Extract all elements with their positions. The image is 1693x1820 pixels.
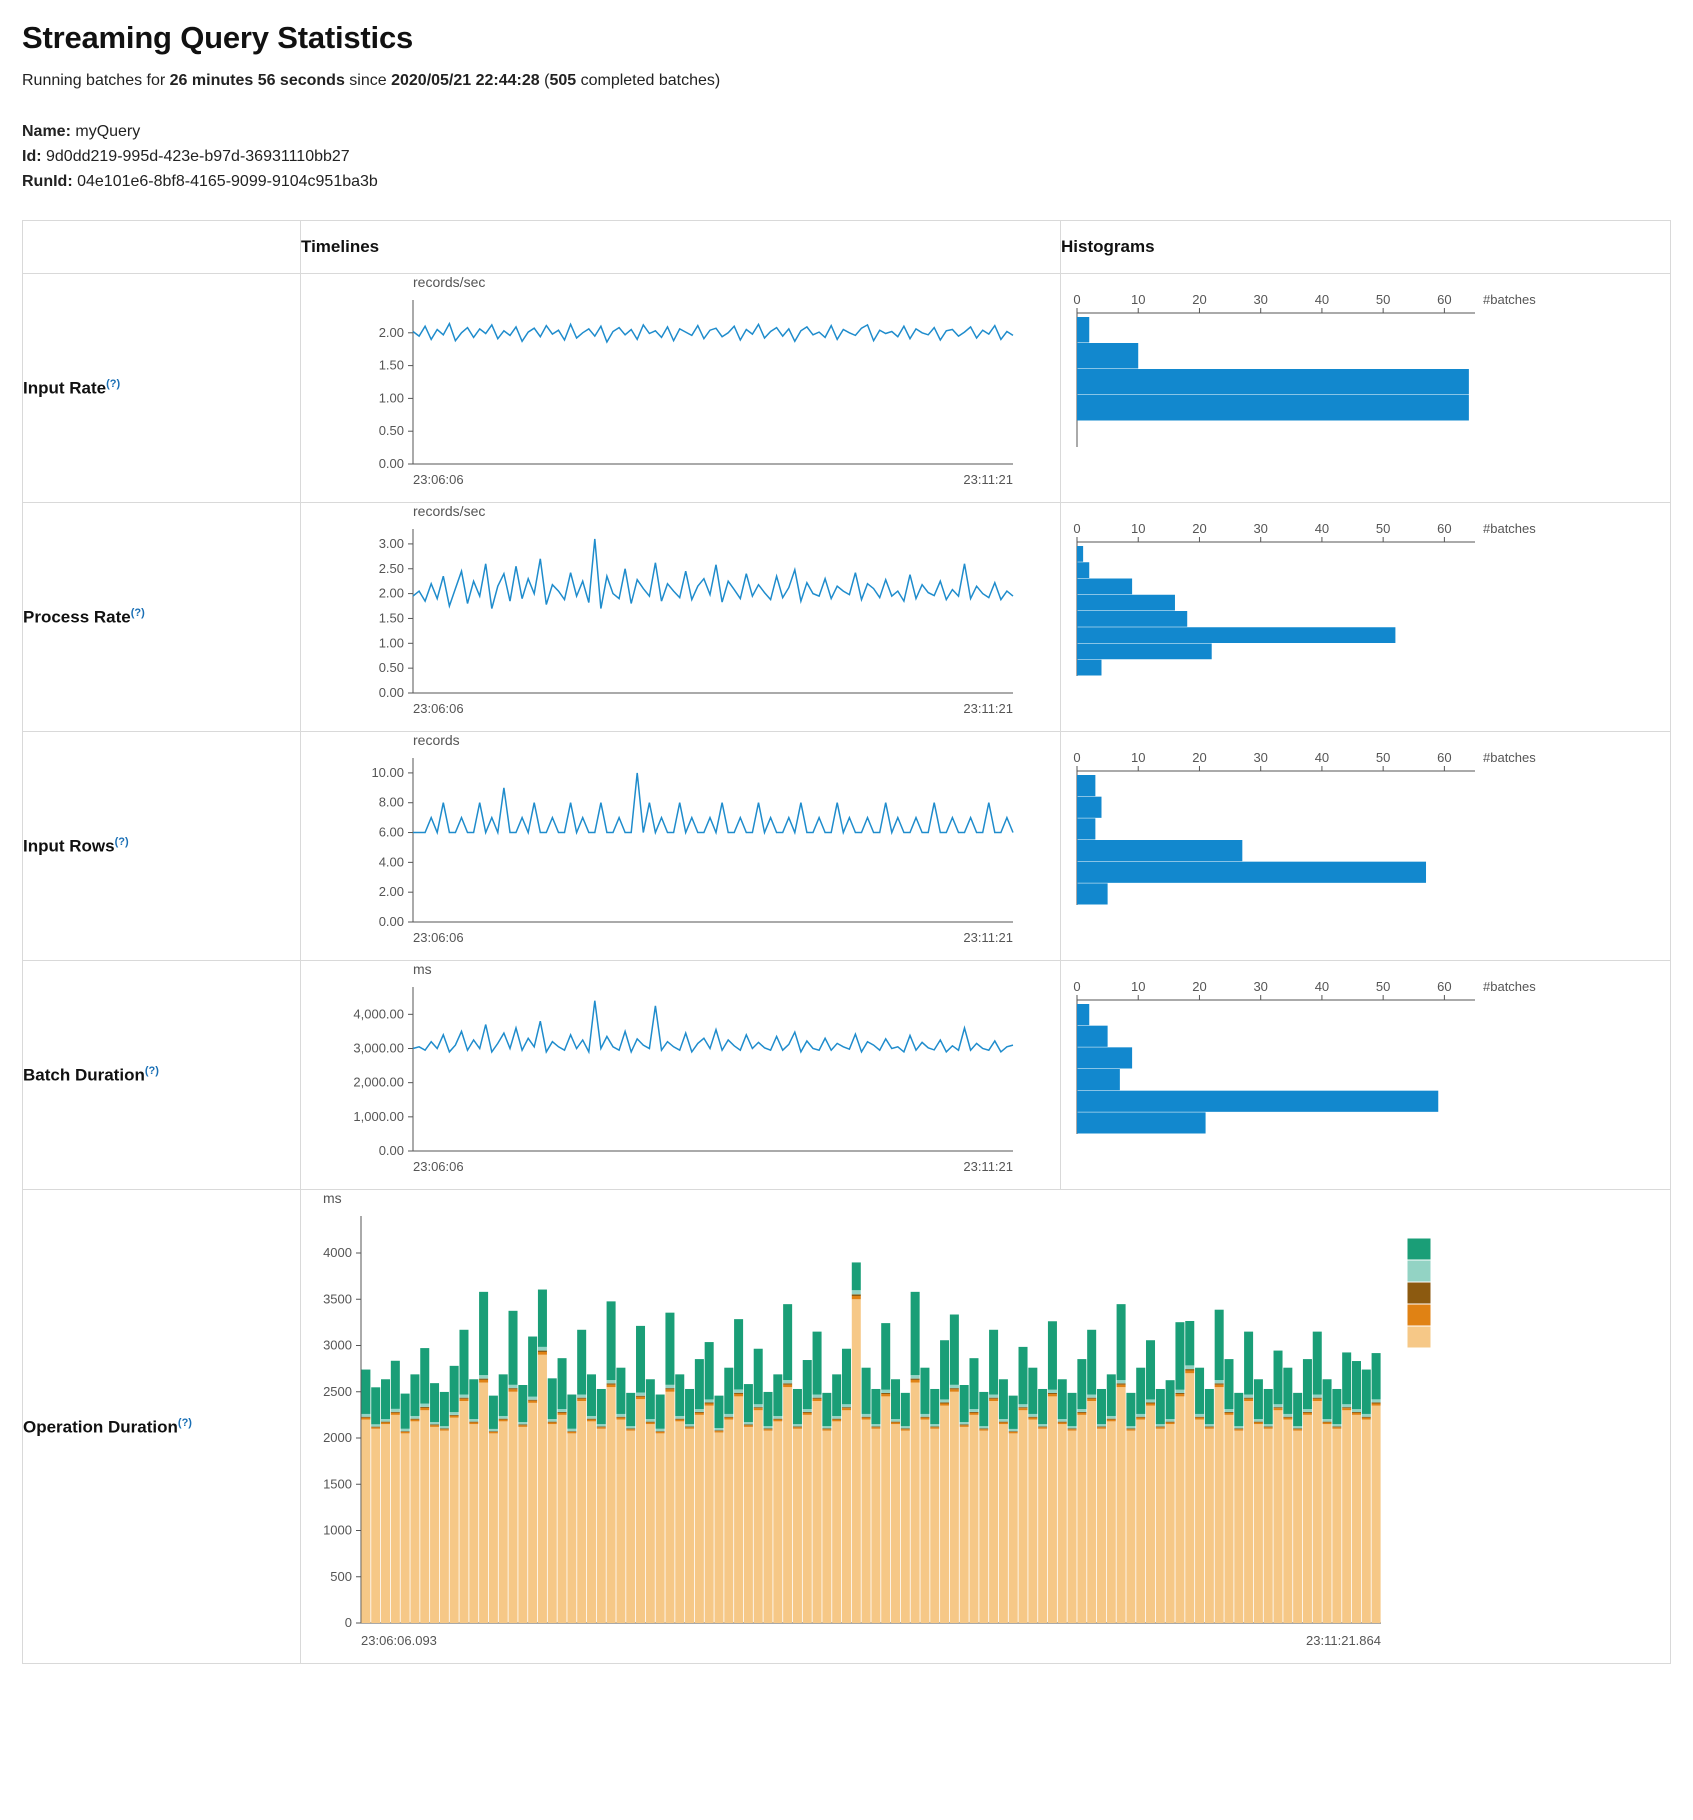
row-label-operation-duration [23, 1190, 301, 1664]
table-row [23, 732, 1671, 961]
svg-text:2.50: 2.50 [378, 561, 404, 577]
svg-text:40: 40 [1314, 979, 1330, 995]
query-runid-line [22, 170, 1671, 195]
svg-text:23:11:21: 23:11:21 [963, 472, 1013, 488]
query-id-line [22, 145, 1671, 170]
svg-text:60: 60 [1437, 979, 1452, 995]
svg-text:0: 0 [1073, 750, 1081, 766]
operation-duration-stacked-chart [301, 1208, 1481, 1663]
svg-text:40: 40 [1314, 521, 1330, 537]
running-summary [22, 72, 1671, 90]
histogram-process-rate [1061, 503, 1671, 732]
timeline-unit-label: ms [413, 961, 432, 978]
svg-text:1.00: 1.00 [378, 635, 404, 651]
query-id-value: 9d0dd219-995d-423e-b97d-36931110bb27 [46, 147, 350, 165]
row-label-text: Process Rate [23, 607, 131, 627]
svg-text:#batches: #batches [1483, 292, 1536, 308]
svg-text:20: 20 [1192, 521, 1207, 537]
svg-text:500: 500 [330, 1569, 352, 1585]
row-label-process-rate [23, 503, 301, 732]
svg-text:1000: 1000 [323, 1522, 352, 1538]
svg-text:1.50: 1.50 [378, 357, 404, 373]
query-name-value: myQuery [75, 123, 141, 140]
svg-text:50: 50 [1375, 979, 1391, 995]
svg-text:30: 30 [1253, 521, 1268, 537]
timeline-batch-duration [301, 961, 1061, 1190]
svg-text:#batches: #batches [1483, 521, 1536, 537]
svg-text:1.50: 1.50 [378, 610, 404, 626]
svg-text:0: 0 [1073, 521, 1081, 537]
since-word: since [344, 72, 392, 89]
header-histograms: Histograms [1061, 221, 1671, 274]
help-icon[interactable]: (?) [144, 1065, 159, 1078]
svg-text:0.00: 0.00 [378, 456, 404, 472]
batches-tail: completed batches) [576, 72, 721, 89]
svg-text:23:06:06: 23:06:06 [413, 930, 464, 946]
svg-text:1500: 1500 [323, 1476, 352, 1492]
histogram-input-rate [1061, 274, 1671, 503]
svg-text:10: 10 [1130, 750, 1146, 766]
timeline-unit-label: records/sec [413, 274, 486, 291]
opdur-unit-label: ms [323, 1190, 342, 1207]
svg-text:1.00: 1.00 [378, 390, 404, 406]
help-icon[interactable]: (?) [106, 378, 121, 391]
query-runid-value: 04e101e6-8bf8-4165-9099-9104c951ba3b [77, 172, 378, 190]
batch-duration-line-chart [301, 979, 1041, 1189]
running-prefix: Running batches for [22, 72, 170, 89]
svg-text:23:11:21: 23:11:21 [963, 1159, 1013, 1175]
svg-text:4000: 4000 [323, 1245, 352, 1261]
input-rows-histogram-chart [1061, 741, 1581, 951]
svg-text:6.00: 6.00 [378, 824, 404, 840]
help-icon[interactable]: (?) [130, 607, 145, 620]
timeline-unit-label: records/sec [413, 503, 486, 520]
svg-text:10: 10 [1130, 292, 1146, 308]
svg-text:0: 0 [1073, 292, 1081, 308]
row-label-text: Batch Duration [23, 1065, 145, 1085]
svg-text:2.00: 2.00 [378, 585, 404, 601]
table-header-row [23, 221, 1671, 274]
batch-duration-histogram-chart [1061, 970, 1581, 1180]
timeline-input-rows [301, 732, 1061, 961]
row-label-text: Input Rows [23, 836, 115, 856]
histogram-input-rows [1061, 732, 1671, 961]
input-rate-histogram-chart [1061, 283, 1581, 493]
svg-text:50: 50 [1375, 750, 1391, 766]
table-row [23, 961, 1671, 1190]
svg-text:23:06:06: 23:06:06 [413, 1159, 464, 1175]
svg-text:40: 40 [1314, 292, 1330, 308]
table-row [23, 1190, 1671, 1664]
svg-text:8.00: 8.00 [378, 795, 404, 811]
svg-text:20: 20 [1192, 292, 1207, 308]
svg-text:2000: 2000 [323, 1430, 352, 1446]
row-label-text: Operation Duration [23, 1417, 178, 1437]
running-duration: 26 minutes 56 seconds [169, 72, 345, 89]
help-icon[interactable]: (?) [177, 1416, 192, 1429]
svg-text:0.00: 0.00 [378, 685, 404, 701]
svg-text:0.00: 0.00 [378, 1143, 404, 1159]
svg-text:30: 30 [1253, 979, 1268, 995]
svg-text:0: 0 [1073, 979, 1081, 995]
svg-text:30: 30 [1253, 292, 1268, 308]
svg-text:23:06:06: 23:06:06 [413, 701, 464, 717]
query-name-line [22, 120, 1671, 145]
svg-text:2500: 2500 [323, 1384, 352, 1400]
operation-duration-cell [301, 1190, 1671, 1664]
header-blank-cell [23, 221, 301, 274]
svg-text:20: 20 [1192, 979, 1207, 995]
input-rows-line-chart [301, 750, 1041, 960]
svg-text:60: 60 [1437, 750, 1452, 766]
svg-text:#batches: #batches [1483, 979, 1536, 995]
page-title: Streaming Query Statistics [22, 20, 414, 55]
query-runid-label: RunId: [22, 172, 73, 190]
svg-text:30: 30 [1253, 750, 1268, 766]
svg-text:50: 50 [1375, 521, 1391, 537]
svg-text:1,000.00: 1,000.00 [353, 1109, 404, 1125]
svg-text:10.00: 10.00 [371, 765, 404, 781]
process-rate-line-chart [301, 521, 1041, 731]
process-rate-histogram-chart [1061, 512, 1581, 722]
svg-text:23:11:21: 23:11:21 [963, 930, 1013, 946]
table-row [23, 274, 1671, 503]
timeline-process-rate [301, 503, 1061, 732]
svg-text:23:11:21: 23:11:21 [963, 701, 1013, 717]
batch-count: 505 [549, 72, 577, 89]
header-timelines: Timelines [301, 221, 1061, 274]
svg-text:3,000.00: 3,000.00 [353, 1040, 404, 1056]
svg-text:3000: 3000 [323, 1337, 352, 1353]
svg-text:10: 10 [1130, 979, 1146, 995]
svg-text:2,000.00: 2,000.00 [353, 1075, 404, 1091]
row-label-text: Input Rate [23, 378, 107, 398]
svg-text:4,000.00: 4,000.00 [353, 1006, 404, 1022]
svg-text:2.00: 2.00 [378, 884, 404, 900]
svg-text:0: 0 [344, 1615, 352, 1631]
query-name-label: Name: [22, 123, 71, 140]
svg-text:0.50: 0.50 [378, 660, 404, 676]
since-timestamp: 2020/05/21 22:44:28 [391, 72, 540, 89]
svg-text:40: 40 [1314, 750, 1330, 766]
row-label-batch-duration [23, 961, 301, 1190]
svg-text:23:11:21.864: 23:11:21.864 [1306, 1633, 1381, 1649]
svg-text:0.50: 0.50 [378, 423, 404, 439]
timeline-input-rate [301, 274, 1061, 503]
histogram-batch-duration [1061, 961, 1671, 1190]
query-metadata [22, 120, 1671, 194]
svg-text:#batches: #batches [1483, 750, 1536, 766]
table-row [23, 503, 1671, 732]
svg-text:20: 20 [1192, 750, 1207, 766]
svg-text:60: 60 [1437, 521, 1452, 537]
batches-open-paren: ( [539, 72, 550, 89]
svg-text:0.00: 0.00 [378, 914, 404, 930]
svg-text:50: 50 [1375, 292, 1391, 308]
svg-text:3500: 3500 [323, 1291, 352, 1307]
svg-text:23:06:06: 23:06:06 [413, 472, 464, 488]
row-label-input-rate [23, 274, 301, 503]
timeline-unit-label: records [413, 732, 460, 749]
svg-text:4.00: 4.00 [378, 854, 404, 870]
svg-text:10: 10 [1130, 521, 1146, 537]
svg-text:3.00: 3.00 [378, 536, 404, 552]
input-rate-line-chart [301, 292, 1041, 502]
svg-text:23:06:06.093: 23:06:06.093 [361, 1633, 437, 1649]
statistics-table [22, 220, 1671, 1664]
svg-text:60: 60 [1437, 292, 1452, 308]
query-id-label: Id: [22, 147, 42, 165]
row-label-input-rows [23, 732, 301, 961]
svg-text:2.00: 2.00 [378, 325, 404, 341]
help-icon[interactable]: (?) [114, 836, 129, 849]
